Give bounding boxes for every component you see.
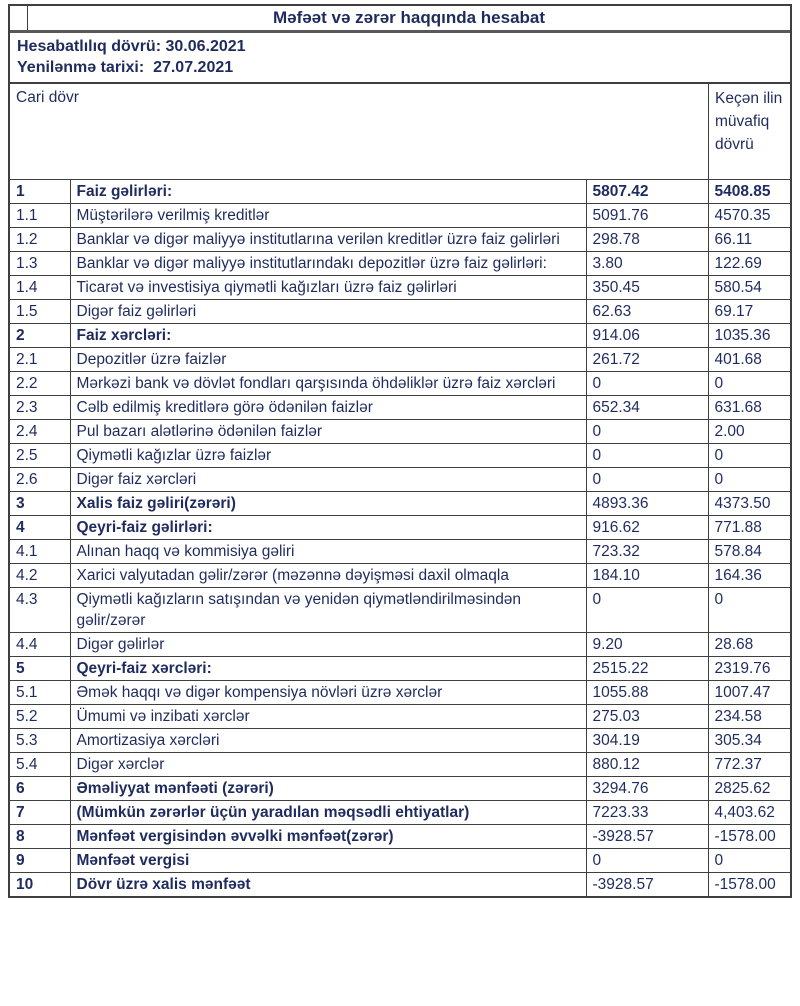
update-date-label: Yenilənmə tarixi: [17,59,145,76]
value-current: 916.62 [586,516,708,540]
row-label: Digər faiz xərcləri [70,468,586,492]
value-previous: 234.58 [708,705,790,729]
row-label: Digər xərclər [70,753,586,777]
row-label: Faiz gəlirləri: [70,180,586,204]
row-number: 4.4 [10,633,70,657]
row-label: Pul bazarı alətlərinə ödənilən faizlər [70,420,586,444]
row-number: 4.3 [10,588,70,633]
value-current: 298.78 [586,228,708,252]
table-row [10,252,790,276]
value-previous: 4,403.62 [708,801,790,825]
row-label: Ümumi və inzibati xərclər [70,705,586,729]
row-label: Qiymətli kağızların satışından və yenidən qiymətləndirilməsindən gəlir/zərər [70,588,586,633]
table-row [10,681,790,705]
row-number: 7 [10,801,70,825]
value-current: 0 [586,444,708,468]
value-current: 304.19 [586,729,708,753]
value-previous: 0 [708,588,790,633]
row-number: 1.2 [10,228,70,252]
value-previous: 4570.35 [708,204,790,228]
value-previous: 66.11 [708,228,790,252]
row-number: 1.3 [10,252,70,276]
row-label: Mənfəət vergisindən əvvəlki mənfəət(zərər) [70,825,586,849]
value-previous: 164.36 [708,564,790,588]
table-row [10,588,790,633]
value-previous: 2.00 [708,420,790,444]
value-previous: 1007.47 [708,681,790,705]
value-current: 7223.33 [586,801,708,825]
value-current: 9.20 [586,633,708,657]
table-row [10,276,790,300]
value-previous: 4373.50 [708,492,790,516]
value-previous: 0 [708,849,790,873]
table-row [10,420,790,444]
row-number: 2.3 [10,396,70,420]
value-current: 2515.22 [586,657,708,681]
row-number: 10 [10,873,70,897]
value-current: 5807.42 [586,180,708,204]
table-row [10,492,790,516]
value-current: 0 [586,420,708,444]
row-number: 5.3 [10,729,70,753]
row-label: Amortizasiya xərcləri [70,729,586,753]
table-row [10,468,790,492]
value-previous: 5408.85 [708,180,790,204]
value-current: 880.12 [586,753,708,777]
row-number: 5.4 [10,753,70,777]
row-label: Ticarət və investisiya qiymətli kağızları üzrə faiz gəlirləri [70,276,586,300]
value-current: 275.03 [586,705,708,729]
table-row [10,729,790,753]
row-number: 4.2 [10,564,70,588]
value-previous: 0 [708,468,790,492]
table-row [10,180,790,204]
reporting-period-label: Hesabatlılıq dövrü: [17,38,162,55]
value-current: 0 [586,588,708,633]
row-label: Mərkəzi bank və dövlət fondları qarşısında öhdəliklər üzrə faiz xərcləri [70,372,586,396]
table-row [10,540,790,564]
table-row [10,657,790,681]
report-title: Məfəət və zərər haqqında hesabat [272,8,546,27]
table-row [10,801,790,825]
row-number: 9 [10,849,70,873]
value-previous: 771.88 [708,516,790,540]
row-label: Qeyri-faiz gəlirləri: [70,516,586,540]
previous-period-header: Keçən ilin müvafiq dövrü [708,84,790,179]
row-label: Depozitlər üzrə faizlər [70,348,586,372]
row-label: Digər faiz gəlirləri [70,300,586,324]
value-current: 652.34 [586,396,708,420]
value-current: 62.63 [586,300,708,324]
reporting-period-line [17,36,784,57]
value-current: 0 [586,372,708,396]
period-header-row [10,84,790,180]
table-row [10,372,790,396]
report-meta [10,33,790,84]
update-date-line [17,57,784,78]
row-number: 3 [10,492,70,516]
table-row [10,348,790,372]
update-date-value: 27.07.2021 [153,59,234,76]
value-previous: 772.37 [708,753,790,777]
row-number: 2.5 [10,444,70,468]
value-current: 184.10 [586,564,708,588]
row-label: Banklar və digər maliyyə institutlarına verilən kreditlər üzrə faiz gəlirləri [70,228,586,252]
row-label: Digər gəlirlər [70,633,586,657]
value-previous: 2319.76 [708,657,790,681]
value-previous: 401.68 [708,348,790,372]
table-row [10,444,790,468]
value-current: -3928.57 [586,825,708,849]
table-row [10,300,790,324]
table-row [10,396,790,420]
value-previous: 28.68 [708,633,790,657]
value-previous: 578.84 [708,540,790,564]
reporting-period-value: 30.06.2021 [165,38,246,55]
value-current: 3294.76 [586,777,708,801]
row-label: Faiz xərcləri: [70,324,586,348]
value-current: 5091.76 [586,204,708,228]
table-row [10,564,790,588]
row-label: Alınan haqq və kommisiya gəliri [70,540,586,564]
table-row [10,204,790,228]
row-label: Müştərilərə verilmiş kreditlər [70,204,586,228]
row-number: 4.1 [10,540,70,564]
value-previous: 2825.62 [708,777,790,801]
row-label: Qiymətli kağızlar üzrə faizlər [70,444,586,468]
row-label: Xalis faiz gəliri(zərəri) [70,492,586,516]
row-number: 5 [10,657,70,681]
value-previous: -1578.00 [708,873,790,897]
value-current: 350.45 [586,276,708,300]
table-row [10,777,790,801]
table-row [10,324,790,348]
row-number: 2.2 [10,372,70,396]
table-row [10,825,790,849]
table-row [10,705,790,729]
report-table-body [10,180,790,896]
value-current: 723.32 [586,540,708,564]
row-label: Cəlb edilmiş kreditlərə görə ödənilən faizlər [70,396,586,420]
value-current: 1055.88 [586,681,708,705]
value-previous: 631.68 [708,396,790,420]
row-label: Dövr üzrə xalis mənfəət [70,873,586,897]
row-label: Əməliyyat mənfəəti (zərəri) [70,777,586,801]
row-number: 1.5 [10,300,70,324]
table-row [10,633,790,657]
row-label: (Mümkün zərərlər üçün yaradılan məqsədli ehtiyatlar) [70,801,586,825]
row-number: 8 [10,825,70,849]
value-previous: 580.54 [708,276,790,300]
value-current: 261.72 [586,348,708,372]
table-row [10,228,790,252]
value-previous: 1035.36 [708,324,790,348]
row-label: Əmək haqqı və digər kompensiya növləri üzrə xərclər [70,681,586,705]
table-row [10,753,790,777]
value-current: 0 [586,849,708,873]
row-number: 2.6 [10,468,70,492]
row-label: Banklar və digər maliyyə institutlarındakı depozitlər üzrə faiz gəlirləri: [70,252,586,276]
table-row [10,849,790,873]
row-number: 1.1 [10,204,70,228]
row-number: 1.4 [10,276,70,300]
row-number: 1 [10,180,70,204]
row-number: 5.1 [10,681,70,705]
value-previous: 69.17 [708,300,790,324]
value-previous: 0 [708,372,790,396]
row-number: 2.4 [10,420,70,444]
report-table [10,180,790,896]
value-current: 4893.36 [586,492,708,516]
row-number: 5.2 [10,705,70,729]
row-label: Qeyri-faiz xərcləri: [70,657,586,681]
row-number: 2 [10,324,70,348]
value-previous: -1578.00 [708,825,790,849]
profit-loss-report [8,4,792,898]
value-previous: 0 [708,444,790,468]
row-label: Mənfəət vergisi [70,849,586,873]
current-period-header: Cari dövr [16,89,79,106]
value-current: 0 [586,468,708,492]
row-number: 2.1 [10,348,70,372]
value-previous: 122.69 [708,252,790,276]
value-previous: 305.34 [708,729,790,753]
value-current: 914.06 [586,324,708,348]
title-row-spacer-cell [10,6,28,30]
table-row [10,873,790,897]
report-title-row [10,6,790,33]
table-row [10,516,790,540]
row-number: 6 [10,777,70,801]
value-current: 3.80 [586,252,708,276]
row-label: Xarici valyutadan gəlir/zərər (məzənnə dəyişməsi daxil olmaqla [70,564,586,588]
value-current: -3928.57 [586,873,708,897]
row-number: 4 [10,516,70,540]
